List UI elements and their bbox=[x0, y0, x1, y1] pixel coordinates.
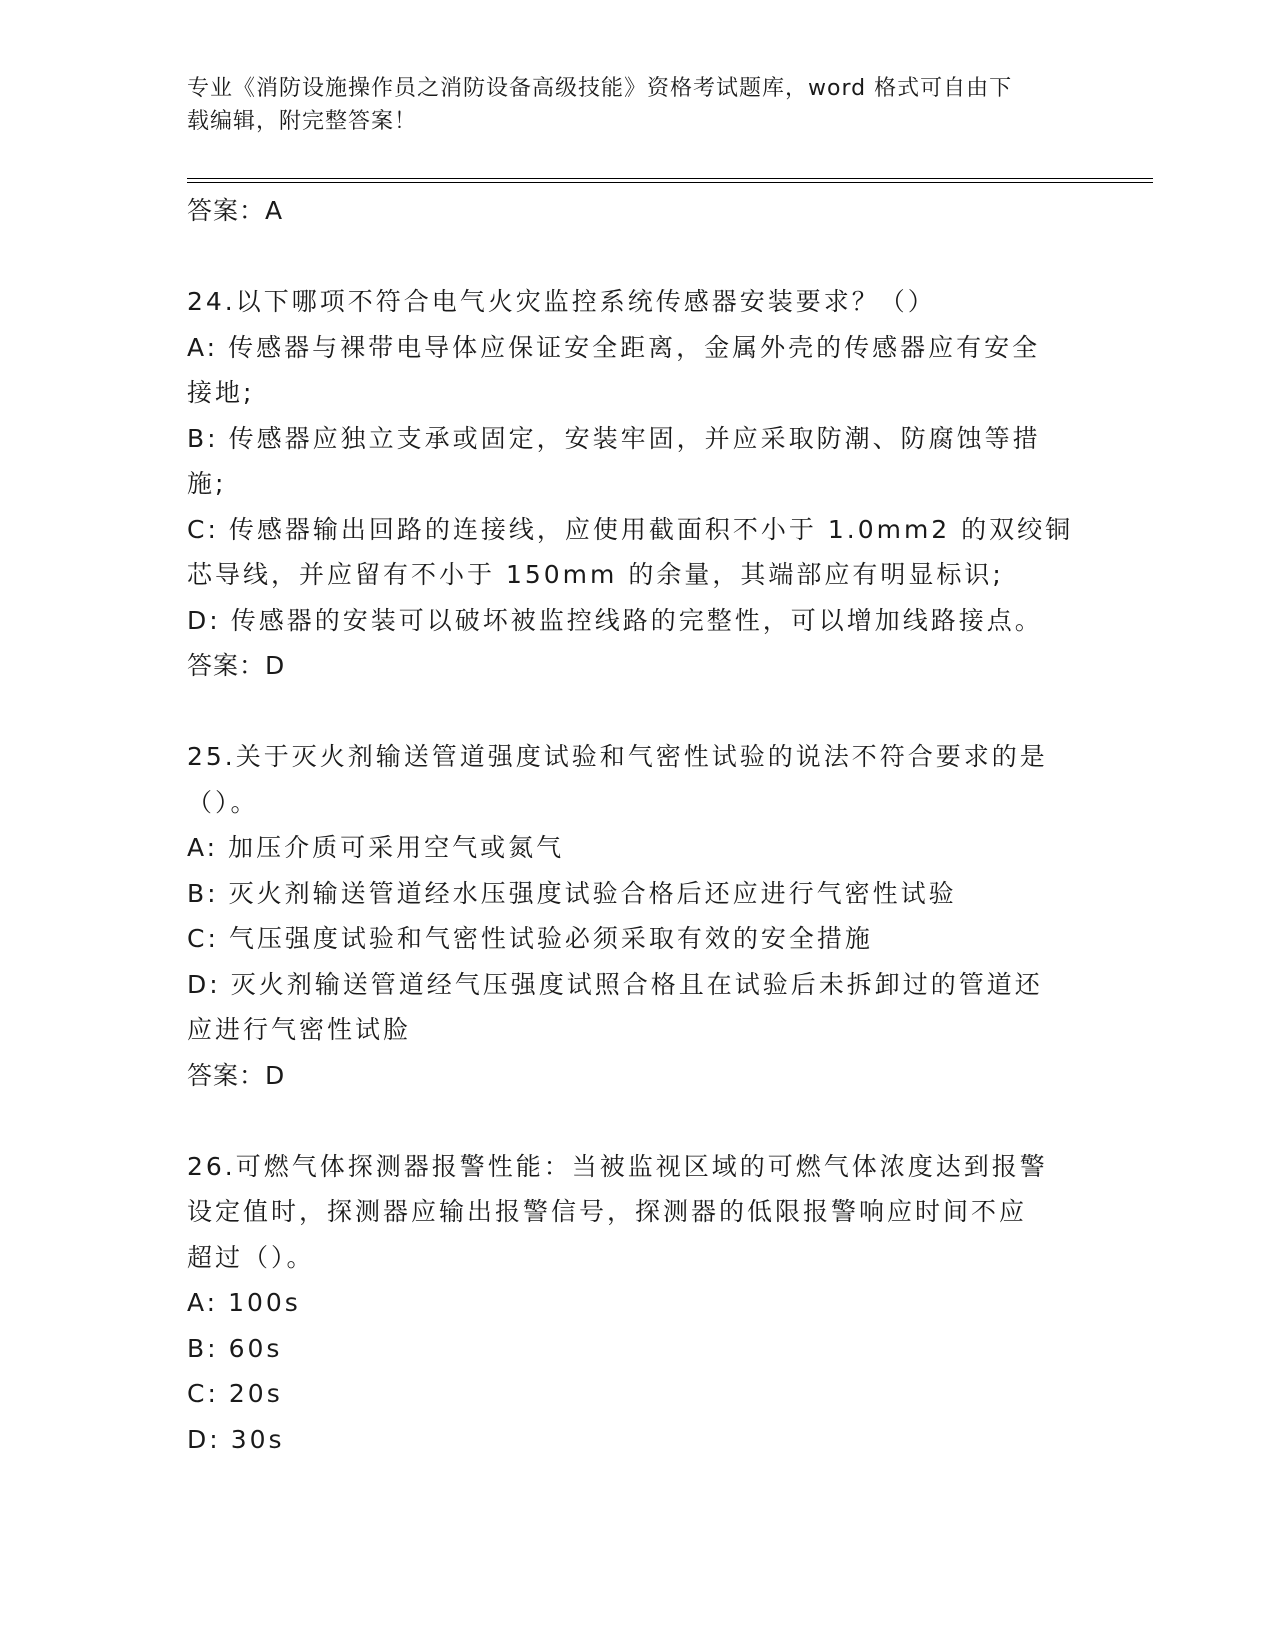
option-text: 100s bbox=[228, 1288, 301, 1317]
option-text: 施; bbox=[187, 469, 227, 498]
question-text: （）。 bbox=[187, 787, 259, 817]
question-list bbox=[187, 188, 1074, 1462]
option-line bbox=[187, 1371, 1067, 1417]
option-line bbox=[187, 461, 1067, 507]
option-text: 20s bbox=[228, 1379, 283, 1408]
option-line bbox=[187, 552, 1067, 598]
answer-line: 答案：D bbox=[187, 1060, 286, 1090]
option-text: 芯导线，并应留有不小于 150mm 的余量，其端部应有明显标识; bbox=[187, 560, 1004, 589]
option-line bbox=[187, 1007, 1067, 1053]
option-label: B: bbox=[187, 878, 219, 908]
option-text: 30s bbox=[230, 1424, 285, 1454]
option-label: C: bbox=[187, 1379, 219, 1408]
option-text: 接地; bbox=[187, 378, 255, 407]
question-text: 设定值时，探测器应输出报警信号，探测器的低限报警响应时间不应 bbox=[187, 1197, 1028, 1226]
option-label: C: bbox=[187, 924, 219, 953]
option-text: 加压介质可采用空气或氮气 bbox=[228, 833, 565, 862]
option-text: 传感器的安装可以破坏被监控线路的完整性，可以增加线路接点。 bbox=[230, 605, 1043, 635]
option-line bbox=[187, 325, 1067, 371]
question-block bbox=[187, 1144, 1067, 1463]
answer-line: 答案：D bbox=[187, 651, 286, 680]
question-text: 24.以下哪项不符合电气火灾监控系统传感器安装要求？（） bbox=[187, 287, 936, 316]
option-line bbox=[187, 416, 1067, 462]
option-line bbox=[187, 370, 1067, 416]
header-rule bbox=[187, 182, 1153, 183]
option-line bbox=[187, 871, 1067, 917]
option-label: B: bbox=[187, 423, 219, 453]
option-text: 60s bbox=[228, 1333, 283, 1363]
question-block bbox=[187, 734, 1067, 1098]
option-label: D: bbox=[187, 605, 221, 635]
option-line bbox=[187, 1326, 1067, 1372]
option-text: 传感器与裸带电导体应保证安全距离，金属外壳的传感器应有安全 bbox=[228, 332, 1041, 362]
option-label: A: bbox=[187, 833, 219, 862]
option-line bbox=[187, 507, 1074, 553]
option-label: A: bbox=[187, 1288, 219, 1317]
option-label: A: bbox=[187, 332, 219, 362]
option-text: 传感器应独立支承或固定，安装牢固，并应采取防潮、防腐蚀等措 bbox=[228, 423, 1041, 453]
option-label: C: bbox=[187, 514, 219, 544]
option-line bbox=[187, 1280, 1067, 1326]
spacer bbox=[187, 1098, 1067, 1144]
option-text: 灭火剂输送管道经气压强度试照合格且在试验后未拆卸过的管道还 bbox=[230, 969, 1043, 999]
option-text: 灭火剂输送管道经水压强度试验合格后还应进行气密性试验 bbox=[228, 878, 957, 908]
option-line bbox=[187, 916, 1067, 962]
option-text: 气压强度试验和气密性试验必须采取有效的安全措施 bbox=[228, 924, 873, 953]
answer-line: 答案：A bbox=[187, 196, 284, 225]
option-line bbox=[187, 825, 1067, 871]
option-line bbox=[187, 1417, 1067, 1463]
question-text: 超过（）。 bbox=[187, 1242, 315, 1272]
question-text: 25.关于灭火剂输送管道强度试验和气密性试验的说法不符合要求的是 bbox=[187, 742, 1048, 771]
option-text: 应进行气密性试脸 bbox=[187, 1015, 412, 1044]
header-line: 载编辑，附完整答案！ bbox=[187, 109, 418, 134]
header-rule bbox=[187, 178, 1153, 179]
option-line bbox=[187, 598, 1067, 644]
spacer bbox=[187, 689, 1067, 735]
document-header bbox=[187, 72, 1067, 138]
header-line: 专业《消防设施操作员之消防设备高级技能》资格考试题库，word 格式可自由下 bbox=[187, 76, 1013, 101]
option-line bbox=[187, 962, 1067, 1008]
spacer bbox=[187, 234, 1067, 280]
question-block bbox=[187, 279, 1074, 689]
option-label: D: bbox=[187, 1424, 221, 1454]
question-text: 26.可燃气体探测器报警性能：当被监视区域的可燃气体浓度达到报警 bbox=[187, 1151, 1048, 1181]
option-label: B: bbox=[187, 1333, 219, 1363]
option-label: D: bbox=[187, 969, 221, 999]
option-text: 传感器输出回路的连接线，应使用截面积不小于 1.0mm2 的双绞铜 bbox=[228, 514, 1074, 544]
